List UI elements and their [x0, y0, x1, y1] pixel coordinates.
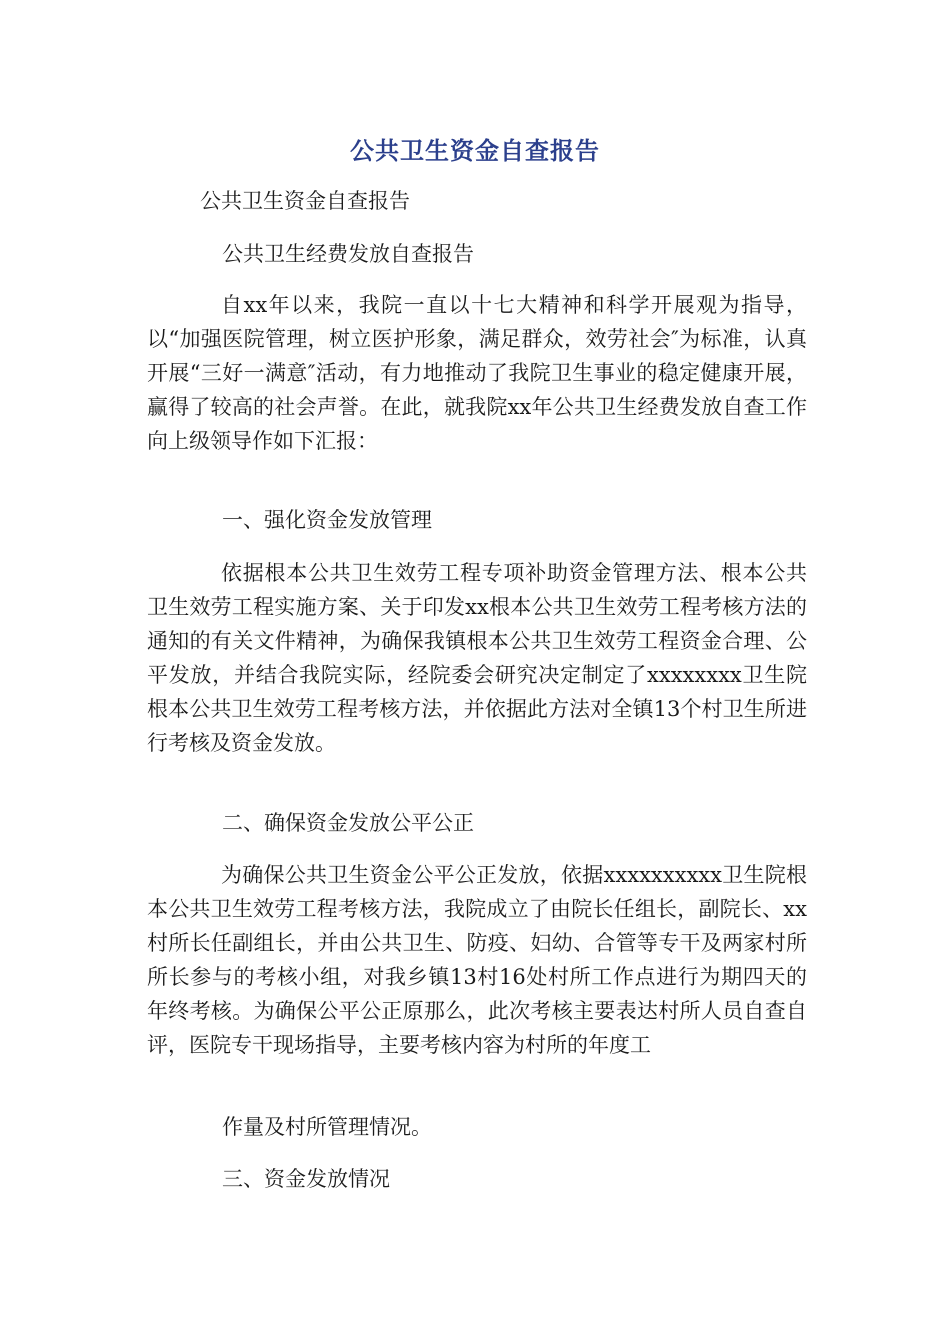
subtitle-line-2: 公共卫生经费发放自查报告 — [222, 242, 474, 266]
section-heading-3: 三、资金发放情况 — [222, 1167, 390, 1191]
section-heading-2: 二、确保资金发放公平公正 — [222, 811, 474, 835]
subtitle-line: 公共卫生资金自查报告 — [200, 189, 410, 213]
paragraph-section-2-text: 为确保公共卫生资金公平公正发放，依据xxxxxxxxxx卫生院根本公共卫生效劳工程考核方法，我院成立了由院长任组长，副院长、xx村所长任副组长，并由公共卫生、防疫、妇幼、合管等专干及两家村所所长参与的考核小组，对我乡镇13村16处村所工作点进行为期四天的年终考核。为确保公平公正原那么，此次考核主要表达村所人员自查自评，医院专干现场指导，主要考核内容为村所的年度工 — [147, 863, 807, 1057]
paragraph-intro — [147, 288, 807, 458]
paragraph-section-1 — [147, 556, 807, 760]
paragraph-section-2 — [147, 858, 807, 1062]
section-heading-1: 一、强化资金发放管理 — [222, 508, 432, 532]
document-title: 公共卫生资金自查报告 — [350, 137, 600, 165]
paragraph-section-1-text: 依据根本公共卫生效劳工程专项补助资金管理方法、根本公共卫生效劳工程实施方案、关于印发xx根本公共卫生效劳工程考核方法的通知的有关文件精神，为确保我镇根本公共卫生效劳工程资金合理、公平发放，并结合我院实际，经院委会研究决定制定了xxxxxxxx卫生院根本公共卫生效劳工程考核方法，并依据此方法对全镇13个村卫生所进行考核及资金发放。 — [147, 561, 807, 755]
paragraph-continuation: 作量及村所管理情况。 — [222, 1115, 432, 1139]
paragraph-intro-text: 自xx年以来，我院一直以十七大精神和科学开展观为指导，以“加强医院管理，树立医护形象，满足群众，效劳社会″为标准，认真开展“三好一满意″活动，有力地推动了我院卫生事业的稳定健康开展，赢得了较高的社会声誉。在此，就我院xx年公共卫生经费发放自查工作向上级领导作如下汇报： — [147, 293, 807, 453]
